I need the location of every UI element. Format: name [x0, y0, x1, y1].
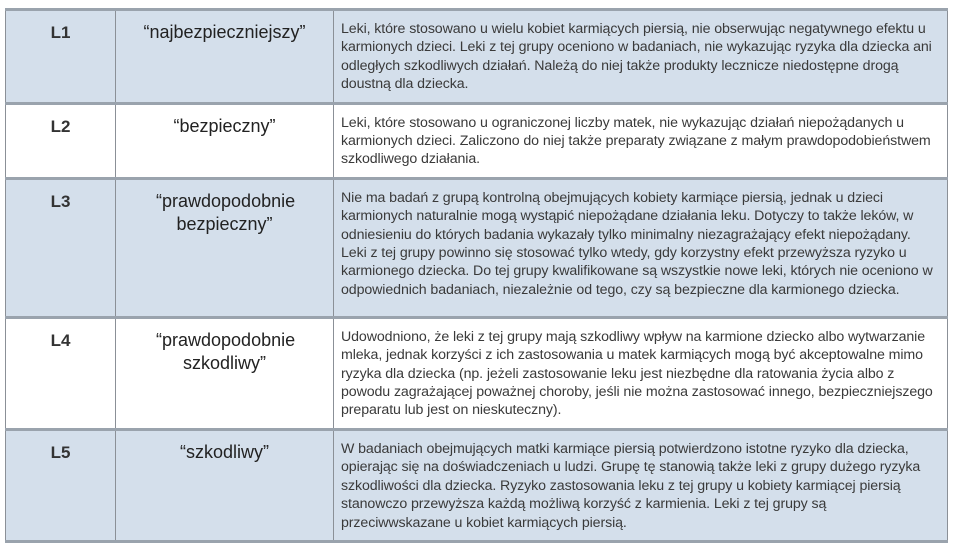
risk-description: Udowodniono, że leki z tej grupy mają szkodliwy wpływ na karmione dziecko albo wytwarzanie mleka, jednak korzyści z ich zastosowania u matek karmiących mogą być akceptowalne mimo ryzyka dla dziecka (np. jeżeli zastosowanie leku jest niezbędne dla ratowania życia albo z powodu zagrażającej poważnej choroby, jeśli nie można zastosować innego, bezpieczniejszego preparatu lub jest on nieskuteczny).: [341, 328, 933, 419]
category-cell: [116, 317, 334, 429]
category-cell: [116, 429, 334, 541]
table-row: [6, 10, 948, 104]
category-cell: [116, 103, 334, 178]
risk-description: Leki, które stosowano u wielu kobiet karmiących piersią, nie obserwując negatywnego efektu u karmionych dzieci. Leki z tej grupy oceniono w badaniach, nie wykazując ryzyka dla dziecka ani odległych szkodliwych działań. Należą do niej także produkty lecznicze niedostępne drogą doustną dla dziecka.: [341, 21, 932, 93]
table-row: [6, 429, 948, 541]
level-cell: [6, 10, 116, 104]
lactation-risk-table: [5, 8, 948, 543]
risk-description: Leki, które stosowano u ograniczonej liczby matek, nie wykazując działań niepożądanych u karmionych dzieci. Zaliczono do niej także preparaty związane z małym prawdopodobieństwem szkodliwego działania.: [341, 114, 931, 168]
description-cell: [334, 10, 948, 104]
risk-level-code: L5: [50, 442, 71, 462]
risk-description: Nie ma badań z grupą kontrolną obejmujących kobiety karmiące piersią, jednak u dzieci karmionych naturalnie mogą wystąpić niepożądane działania leku. Dotyczy to także leków, w odniesieniu do których badania wykazały tylko minimalny niezagrażający efekt niepożądany. Leki z tej grupy powinno się stosować tylko wtedy, gdy korzystny efekt przewyższa ryzyko u karmionego dziecka. Do tej grupy kwalifikowane są wszystkie nowe leki, których nie oceniono w odpowiednich badaniach, niezależnie od tego, czy są bezpieczne dla karmionego dziecka.: [341, 189, 933, 298]
risk-category-label: “najbezpieczniejszy”: [143, 22, 306, 42]
level-cell: [6, 178, 116, 317]
description-cell: [334, 429, 948, 541]
category-cell: [116, 178, 334, 317]
level-cell: [6, 317, 116, 429]
level-cell: [6, 103, 116, 178]
risk-category-label: “prawdopodobnie szkodliwy”: [156, 329, 296, 373]
risk-level-code: L1: [50, 23, 71, 42]
risk-category-label: “prawdopodobnie bezpieczny”: [156, 190, 296, 234]
description-cell: [334, 103, 948, 178]
category-cell: [116, 10, 334, 104]
level-cell: [6, 429, 116, 541]
risk-category-label: “szkodliwy”: [179, 441, 269, 462]
risk-level-code: L4: [50, 330, 71, 350]
table-row: [6, 317, 948, 429]
risk-category-label: “bezpieczny”: [173, 115, 276, 136]
risk-level-code: L2: [50, 116, 71, 136]
description-cell: [334, 178, 948, 317]
risk-level-code: L3: [50, 191, 71, 211]
table-row: [6, 178, 948, 317]
table-row: [6, 103, 948, 178]
risk-description: W badaniach obejmujących matki karmiące piersią potwierdzono istotne ryzyko dla dziecka, opierając się na doświadczeniach u ludzi. Grupę tę stanowią także leki z grupy dużego ryzyka szkodliwości dla dziecka. Ryzyko zastosowania leku z tej grupy u kobiety karmiącej piersią stanowczo przewyższa każdą możliwą korzyść z karmienia. Leki z tej grupy są przeciwwskazane u kobiet karmiących piersią.: [341, 440, 921, 531]
description-cell: [334, 317, 948, 429]
lactation-risk-table-container: [5, 8, 948, 543]
